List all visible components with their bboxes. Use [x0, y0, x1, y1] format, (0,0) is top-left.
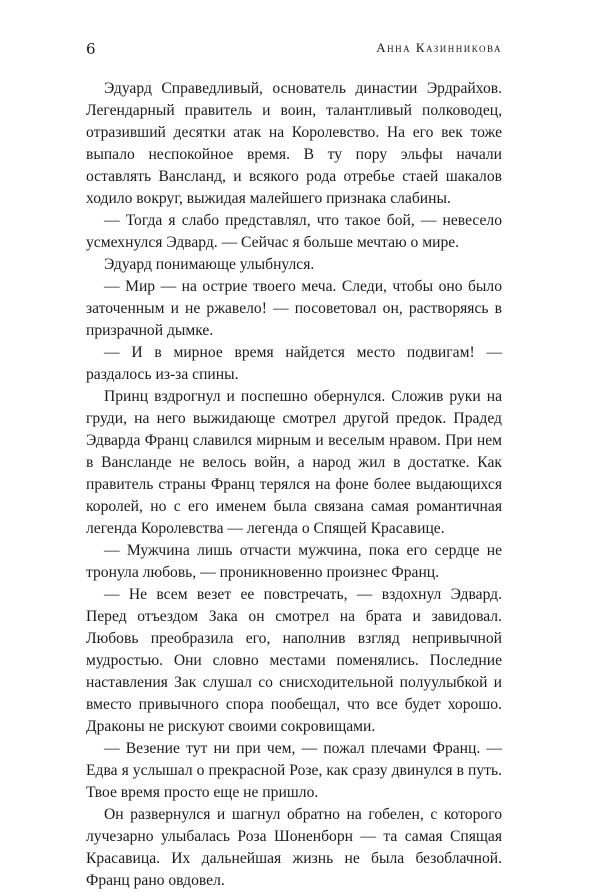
- paragraph: — И в мирное время найдется место подвигам! — раздалось из-за спины.: [86, 344, 502, 383]
- paragraph: Эдуард Справедливый, основатель династии Эрдрайхов. Легендарный правитель и воин, талантливый полководец, отразивший десятки атак на Королевство. На его век тоже выпало неспокойное время. В ту пору эльфы начали оставлять Вансланд, и всякого рода отребье стаей шакалов ходило вокруг, выжидая малейшего признака слабины.: [86, 80, 502, 207]
- paragraph: Принц вздрогнул и поспешно обернулся. Сложив руки на груди, на него выжидающе смотрел другой предок. Прадед Эдварда Франц славился мирным и веселым нравом. При нем в Вансланде не велось войн, а народ жил в достатке. Как правитель страны Франц терялся на фоне более выдающихся королей, но с его именем была связана самая романтичная легенда Королевства — легенда о Спящей Красавице.: [86, 388, 502, 537]
- paragraph: — Везение тут ни при чем, — пожал плечами Франц. — Едва я услышал о прекрасной Розе, как сразу двинулся в путь. Твое время просто еще не пришло.: [86, 740, 502, 801]
- page-header: [86, 40, 502, 64]
- paragraph: — Не всем везет ее повстречать, — вздохнул Эдвард. Перед отъездом Зака он смотрел на брата и завидовал. Любовь преобразила его, наполнив взгляд непривычной мудростью. Они словно местами поменялись. Последние наставления Зак слушал со снисходительной полуулыбкой и вместо привычного спора пообещал, что все будет хорошо. Драконы не рискуют своими сокровищами.: [86, 586, 502, 735]
- running-head-author: Анна Казинникова: [376, 40, 502, 55]
- paragraph: — Мужчина лишь отчасти мужчина, пока его сердце не тронула любовь, — проникновенно произнес Франц.: [86, 542, 502, 581]
- body-text: [86, 78, 502, 892]
- paragraph: Он развернулся и шагнул обратно на гобелен, с которого лучезарно улыбалась Роза Шоненборн — та самая Спящая Красавица. Их дальнейшая жизнь не была безоблачной. Франц рано овдовел.: [86, 806, 502, 889]
- paragraph: Эдуард понимающе улыбнулся.: [104, 256, 315, 273]
- page-number: 6: [86, 40, 96, 58]
- paragraph: — Тогда я слабо представлял, что такое бой, — невесело усмехнулся Эдвард. — Сейчас я больше мечтаю о мире.: [86, 212, 502, 251]
- paragraph: — Мир — на острие твоего меча. Следи, чтобы оно было заточенным и не ржавело! — посоветовал он, растворяясь в призрачной дымке.: [86, 278, 502, 339]
